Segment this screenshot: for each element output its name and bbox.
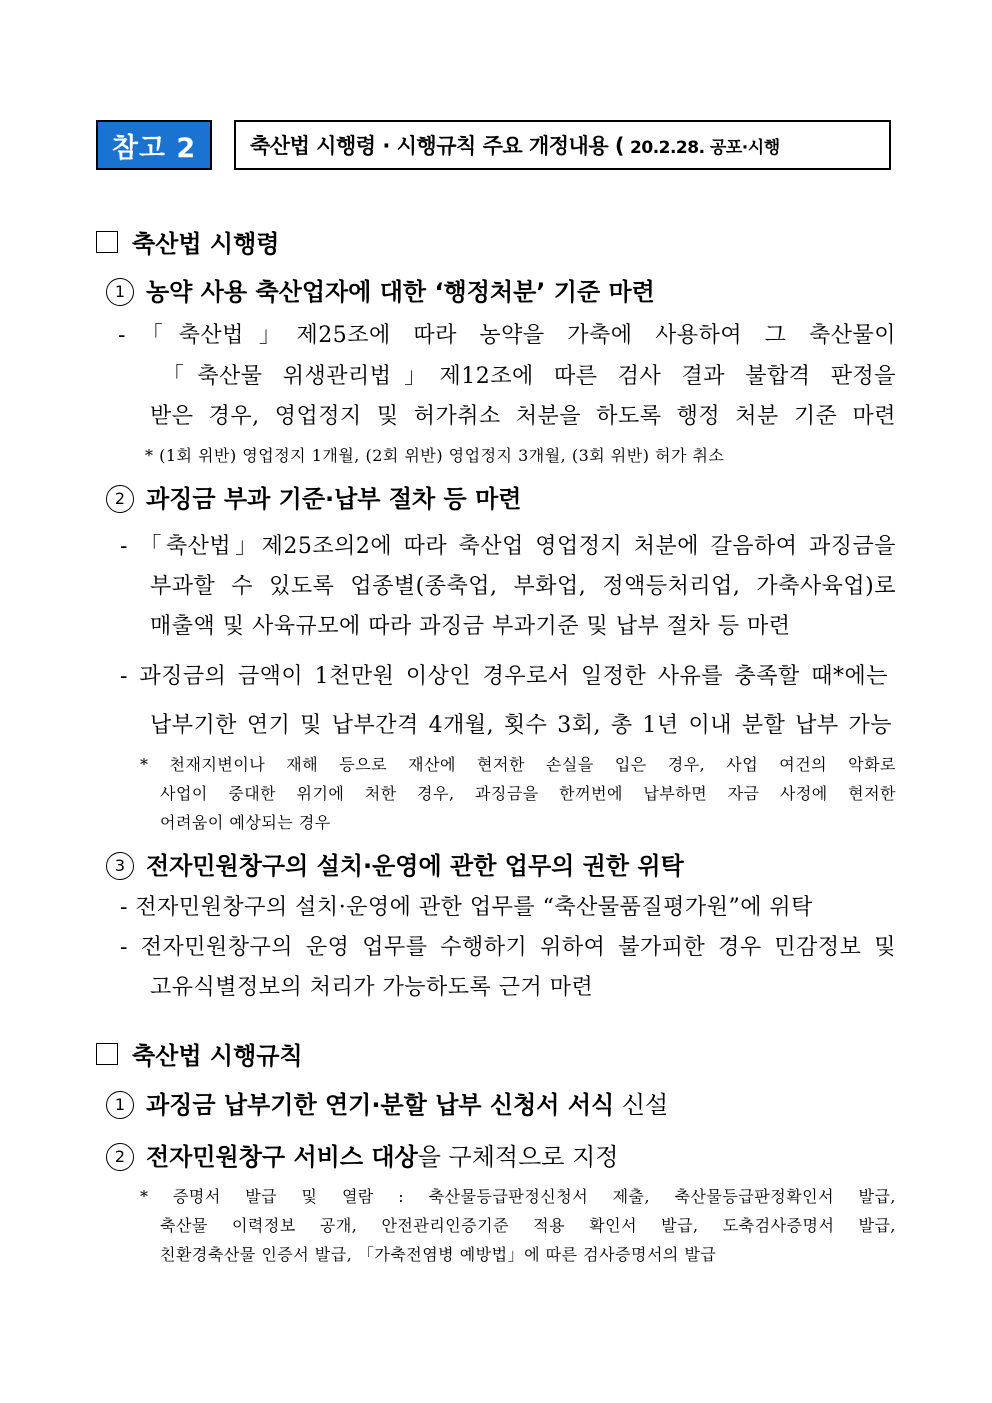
section-heading-decree	[96, 224, 279, 259]
circled-number-icon: 1	[106, 1091, 134, 1119]
item-title-rest: 을 구체적으로 지정	[417, 1143, 619, 1171]
header	[96, 120, 891, 170]
reference-badge: 참고 2	[96, 120, 212, 170]
note-line: * 천재지변이나 재해 등으로 재산에 현저한 손실을 입은 경우, 사업 여건의 악화로	[140, 755, 896, 774]
item-title: 전자민원창구의 설치·운영에 관한 업무의 권한 위탁	[146, 852, 684, 880]
item-title-rest: 신설	[614, 1091, 669, 1119]
note-line: 친환경축산물 인증서 발급, 「가축전염병 예방법」에 따른 검사증명서의 발급	[160, 1245, 717, 1264]
body-line: - 과징금의 금액이 1천만원 이상인 경우로서 일정한 사유를 충족할 때*에는	[120, 664, 888, 689]
body-line: - 전자민원창구의 설치·운영에 관한 업무를 “축산물품질평가원”에 위탁	[120, 895, 813, 920]
item-title: 전자민원창구 서비스 대상	[146, 1143, 418, 1171]
body-line: 「축산물 위생관리법」제12조에 따른 검사 결과 불합격 판정을	[162, 364, 896, 389]
title-date: 20.2.28. 공포·시행	[630, 137, 780, 158]
item-heading	[106, 272, 655, 307]
section-title: 축산법 시행규칙	[132, 1042, 303, 1070]
item-title: 과징금 부과 기준·납부 절차 등 마련	[146, 485, 522, 513]
circled-number-icon: 2	[106, 485, 134, 513]
checkbox-square-icon	[96, 231, 118, 253]
body-line: - 전자민원창구의 운영 업무를 수행하기 위하여 불가피한 경우 민감정보 및	[120, 935, 896, 960]
body-line: 매출액 및 사육규모에 따라 과징금 부과기준 및 납부 절차 등 마련	[150, 614, 791, 639]
item-title: 농약 사용 축산업자에 대한 ‘행정처분’ 기준 마련	[146, 278, 655, 306]
body-line: 받은 경우, 영업정지 및 허가취소 처분을 하도록 행정 처분 기준 마련	[150, 404, 896, 429]
body-line: - 「축산법」제25조의2에 따라 축산업 영업정지 처분에 갈음하여 과징금을	[120, 534, 896, 559]
document-title	[234, 120, 891, 170]
circled-number-icon: 2	[106, 1143, 134, 1171]
item-title: 과징금 납부기한 연기·분할 납부 신청서 서식	[146, 1091, 615, 1119]
item-heading	[106, 1085, 668, 1120]
title-text: 축산법 시행령 · 시행규칙 주요 개정내용 (	[250, 134, 625, 158]
body-line: 납부기한 연기 및 납부간격 4개월, 횟수 3회, 총 1년 이내 분할 납부 가능	[150, 713, 892, 738]
item-heading	[106, 1137, 618, 1172]
item-heading	[106, 479, 521, 514]
note-line: * (1회 위반) 영업정지 1개월, (2회 위반) 영업정지 3개월, (3회 위반) 허가 취소	[145, 446, 725, 465]
note-line: 사업이 중대한 위기에 처한 경우, 과징금을 한꺼번에 납부하면 자금 사정에 현저한	[160, 784, 896, 803]
circled-number-icon: 1	[106, 278, 134, 306]
note-line: 축산물 이력정보 공개, 안전관리인증기준 적용 확인서 발급, 도축검사증명서 발급,	[160, 1216, 896, 1235]
section-title: 축산법 시행령	[132, 230, 280, 258]
note-line: * 증명서 발급 및 열람 : 축산물등급판정신청서 제출, 축산물등급판정확인서 발급,	[140, 1187, 896, 1206]
body-line: 고유식별정보의 처리가 가능하도록 근거 마련	[150, 975, 594, 1000]
body-line: -「축산법」제25조에 따라 농약을 가축에 사용하여 그 축산물이	[118, 323, 896, 348]
checkbox-square-icon	[96, 1043, 118, 1065]
item-heading	[106, 846, 684, 881]
circled-number-icon: 3	[106, 852, 134, 880]
body-line: 부과할 수 있도록 업종별(종축업, 부화업, 정액등처리업, 가축사육업)로	[150, 574, 896, 599]
note-line: 어려움이 예상되는 경우	[160, 813, 331, 832]
section-heading-rules	[96, 1036, 303, 1071]
